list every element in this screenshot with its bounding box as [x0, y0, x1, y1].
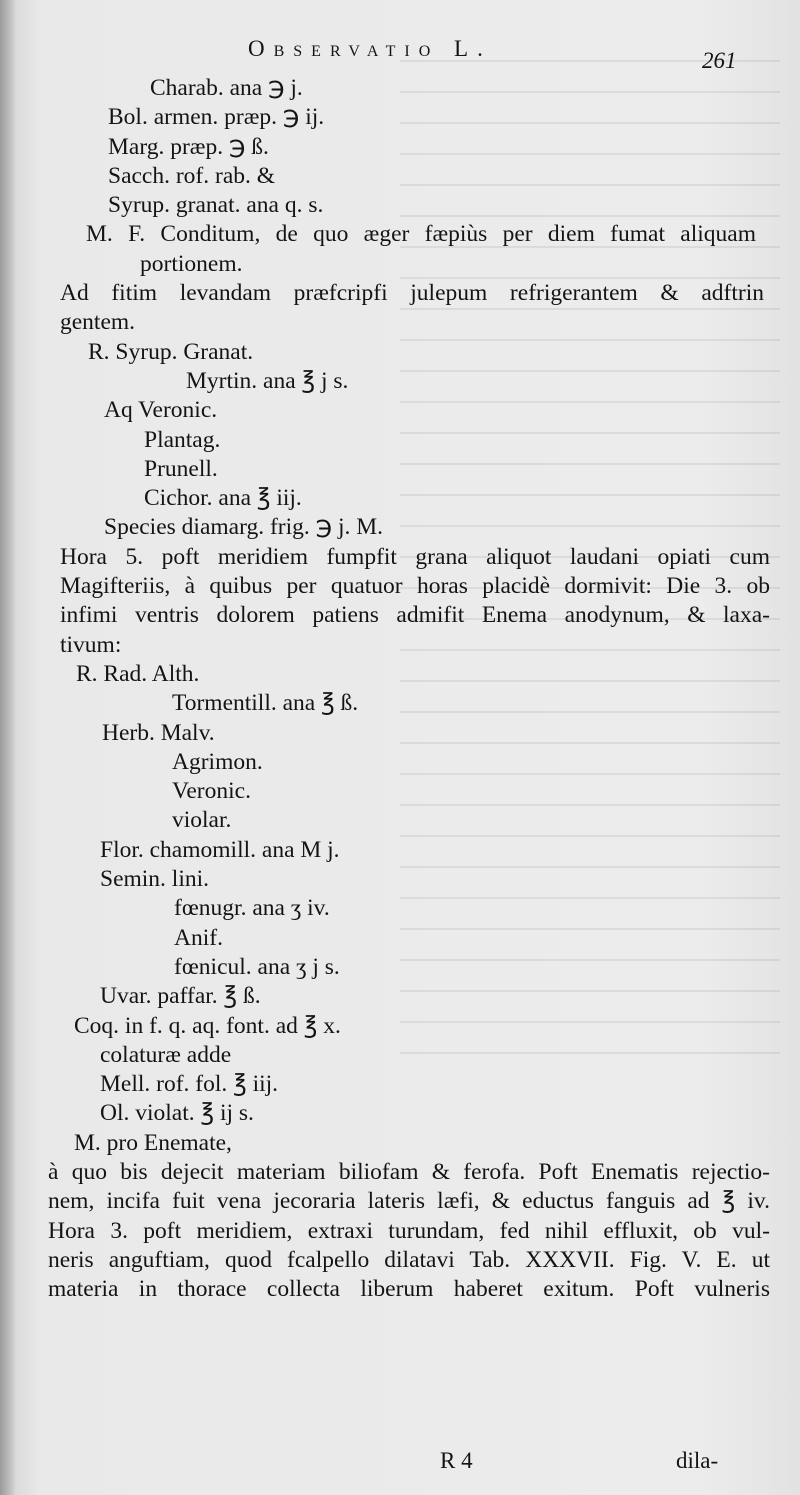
- text-line: M. F. Conditum, de quo æger fæpiùs per diem fumat aliquam: [86, 221, 756, 248]
- text-line: Agrimon.: [172, 748, 263, 775]
- text-line: neris anguftiam, quod fcalpello dilatavi Tab. XXXVII. Fig. V. E. ut: [48, 1246, 770, 1273]
- text-line: R. Syrup. Granat.: [88, 338, 254, 365]
- text-line: Plantag.: [144, 426, 221, 453]
- text-line: Species diamarg. frig. ℈ j. M.: [104, 514, 383, 541]
- text-line: Veronic.: [172, 778, 251, 805]
- text-line: portionem.: [140, 250, 243, 277]
- text-line: Coq. in f. q. aq. font. ad ℥ x.: [74, 1012, 341, 1039]
- page-header: [0, 36, 800, 73]
- text-line: fœnugr. ana ʒ iv.: [174, 895, 330, 922]
- text-line: Hora 3. poft meridiem, extraxi turundam, fed nihil effluxit, ob vul-: [48, 1217, 770, 1244]
- text-line: Aq Veronic.: [104, 397, 218, 424]
- text-line: Mell. rof. fol. ℥ iij.: [100, 1071, 279, 1098]
- text-line: Myrtin. ana ℥ j s.: [186, 367, 349, 394]
- text-line: Tormentill. ana ℥ ß.: [172, 690, 359, 717]
- page-footer: [0, 1448, 800, 1478]
- text-line: Syrup. granat. ana q. s.: [108, 192, 324, 219]
- text-line: Flor. chamomill. ana M j.: [100, 836, 340, 863]
- text-line: Uvar. paffar. ℥ ß.: [100, 983, 261, 1010]
- text-line: Anif.: [174, 924, 223, 951]
- text-line: Semin. lini.: [100, 866, 210, 893]
- text-line: à quo bis dejecit materiam biliofam & ferofa. Poft Enematis rejectio-: [48, 1158, 770, 1185]
- text-line: M. pro Enemate,: [74, 1129, 232, 1156]
- text-line: violar.: [172, 807, 232, 834]
- text-line: Prunell.: [144, 455, 218, 482]
- signature-mark: R 4: [440, 1448, 473, 1473]
- running-title: Observatio L.: [248, 36, 492, 61]
- text-line: Herb. Malv.: [102, 719, 215, 746]
- text-line: infimi ventris dolorem patiens admifit Enema anodynum, & laxa-: [60, 602, 770, 629]
- text-line: Marg. præp. ℈ ß.: [108, 133, 269, 160]
- text-line: gentem.: [60, 309, 136, 336]
- text-line: Charab. ana ℈ j.: [150, 75, 303, 101]
- text-line: Ol. violat. ℥ ij s.: [100, 1100, 254, 1127]
- text-line: fœnicul. ana ʒ j s.: [174, 953, 340, 980]
- text-line: Sacch. rof. rab. &: [108, 162, 276, 189]
- text-line: nem, incifa fuit vena jecoraria lateris læfi, & eductus fanguis ad ℥ iv.: [48, 1188, 770, 1215]
- catchword: dila-: [676, 1448, 719, 1473]
- page-number: 261: [702, 48, 737, 73]
- text-line: materia in thorace collecta liberum haberet exitum. Poft vulneris: [48, 1276, 770, 1303]
- text-line: R. Rad. Alth.: [76, 660, 200, 687]
- text-line: colaturæ adde: [100, 1041, 232, 1068]
- text-line: Magifteriis, à quibus per quatuor horas placidè dormivit: Die 3. ob: [60, 573, 770, 600]
- text-line: Bol. armen. præp. ℈ ij.: [108, 104, 325, 131]
- text-line: Cichor. ana ℥ iij.: [144, 485, 302, 512]
- text-line: Hora 5. poft meridiem fumpfit grana aliquot laudani opiati cum: [60, 543, 770, 570]
- text-line: tivum:: [60, 631, 122, 658]
- page-body: [48, 74, 770, 1304]
- text-line: Ad fitim levandam præfcripfi julepum refrigerantem & adftrin: [60, 280, 764, 307]
- page-gutter-shadow: [0, 0, 14, 1495]
